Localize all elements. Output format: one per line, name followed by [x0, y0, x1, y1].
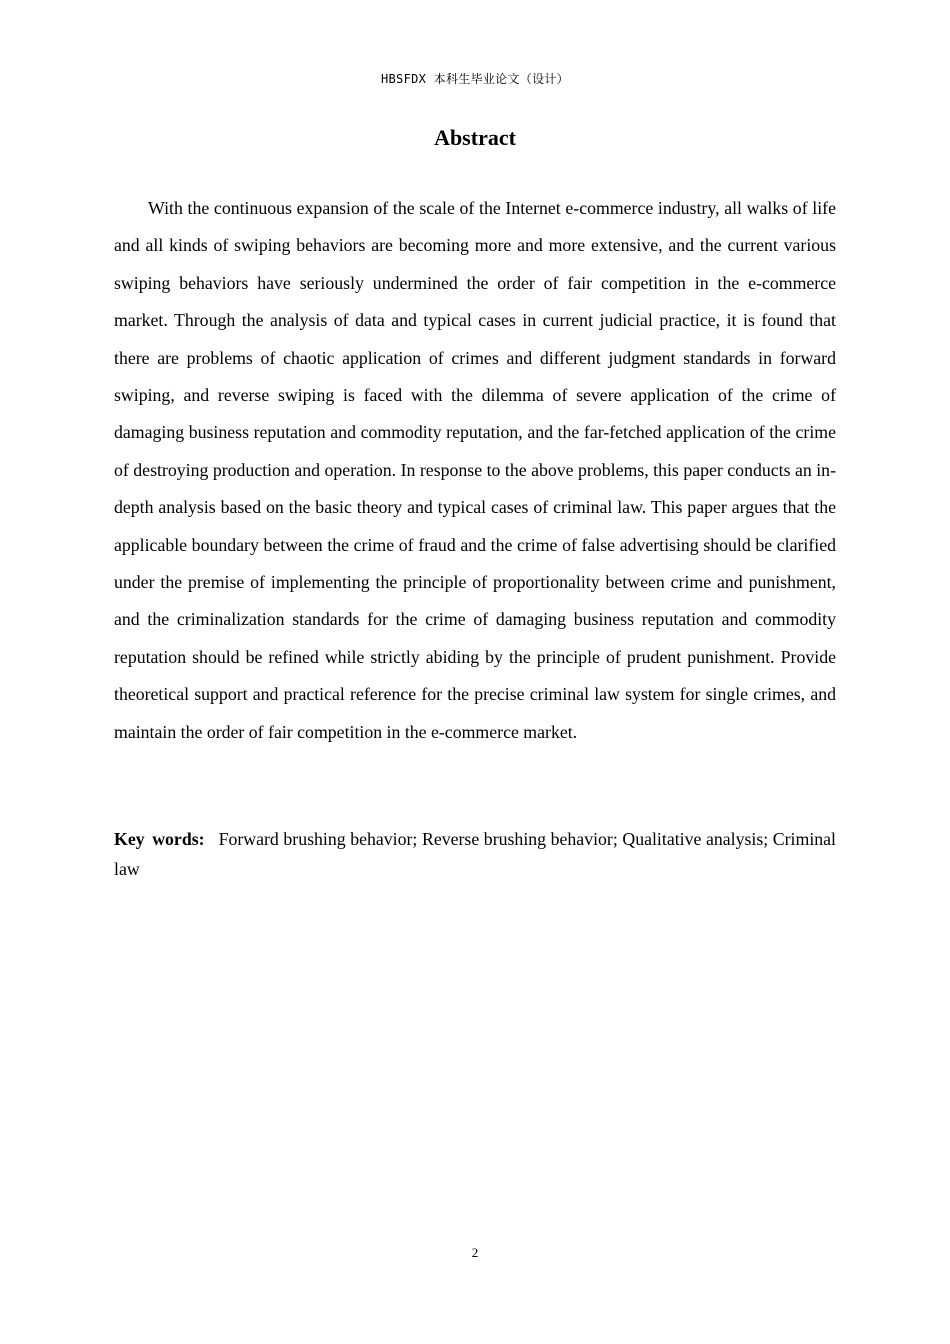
keywords-label: Key words:: [114, 829, 205, 849]
keywords-paragraph: [114, 825, 836, 884]
abstract-body: With the continuous expansion of the scale of the Internet e-commerce industry, all walks of life and all kinds of swiping behaviors are becoming more and more extensive, and the current various swiping behaviors have seriously undermined the order of fair competition in the e-commerce market. Through the analysis of data and typical cases in current judicial practice, it is found that there are problems of chaotic application of crimes and different judgment standards in forward swiping, and reverse swiping is faced with the dilemma of severe application of the crime of damaging business reputation and commodity reputation, and the far-fetched application of the crime of destroying production and operation. In response to the above problems, this paper conducts an in-depth analysis based on the basic theory and typical cases of criminal law. This paper argues that the applicable boundary between the crime of fraud and the crime of false advertising should be clarified under the premise of implementing the principle of proportionality between crime and punishment, and the criminalization standards for the crime of damaging business reputation and commodity reputation should be refined while strictly abiding by the principle of prudent punishment. Provide theoretical support and practical reference for the precise criminal law system for single crimes, and maintain the order of fair competition in the e-commerce market.: [114, 198, 836, 742]
page-header: HBSFDX 本科生毕业论文（设计）: [381, 72, 569, 86]
keywords-text: Forward brushing behavior; Reverse brushing behavior; Qualitative analysis; Criminal law: [114, 829, 836, 879]
abstract-title: Abstract: [434, 125, 516, 150]
page-number: 2: [471, 1245, 479, 1260]
